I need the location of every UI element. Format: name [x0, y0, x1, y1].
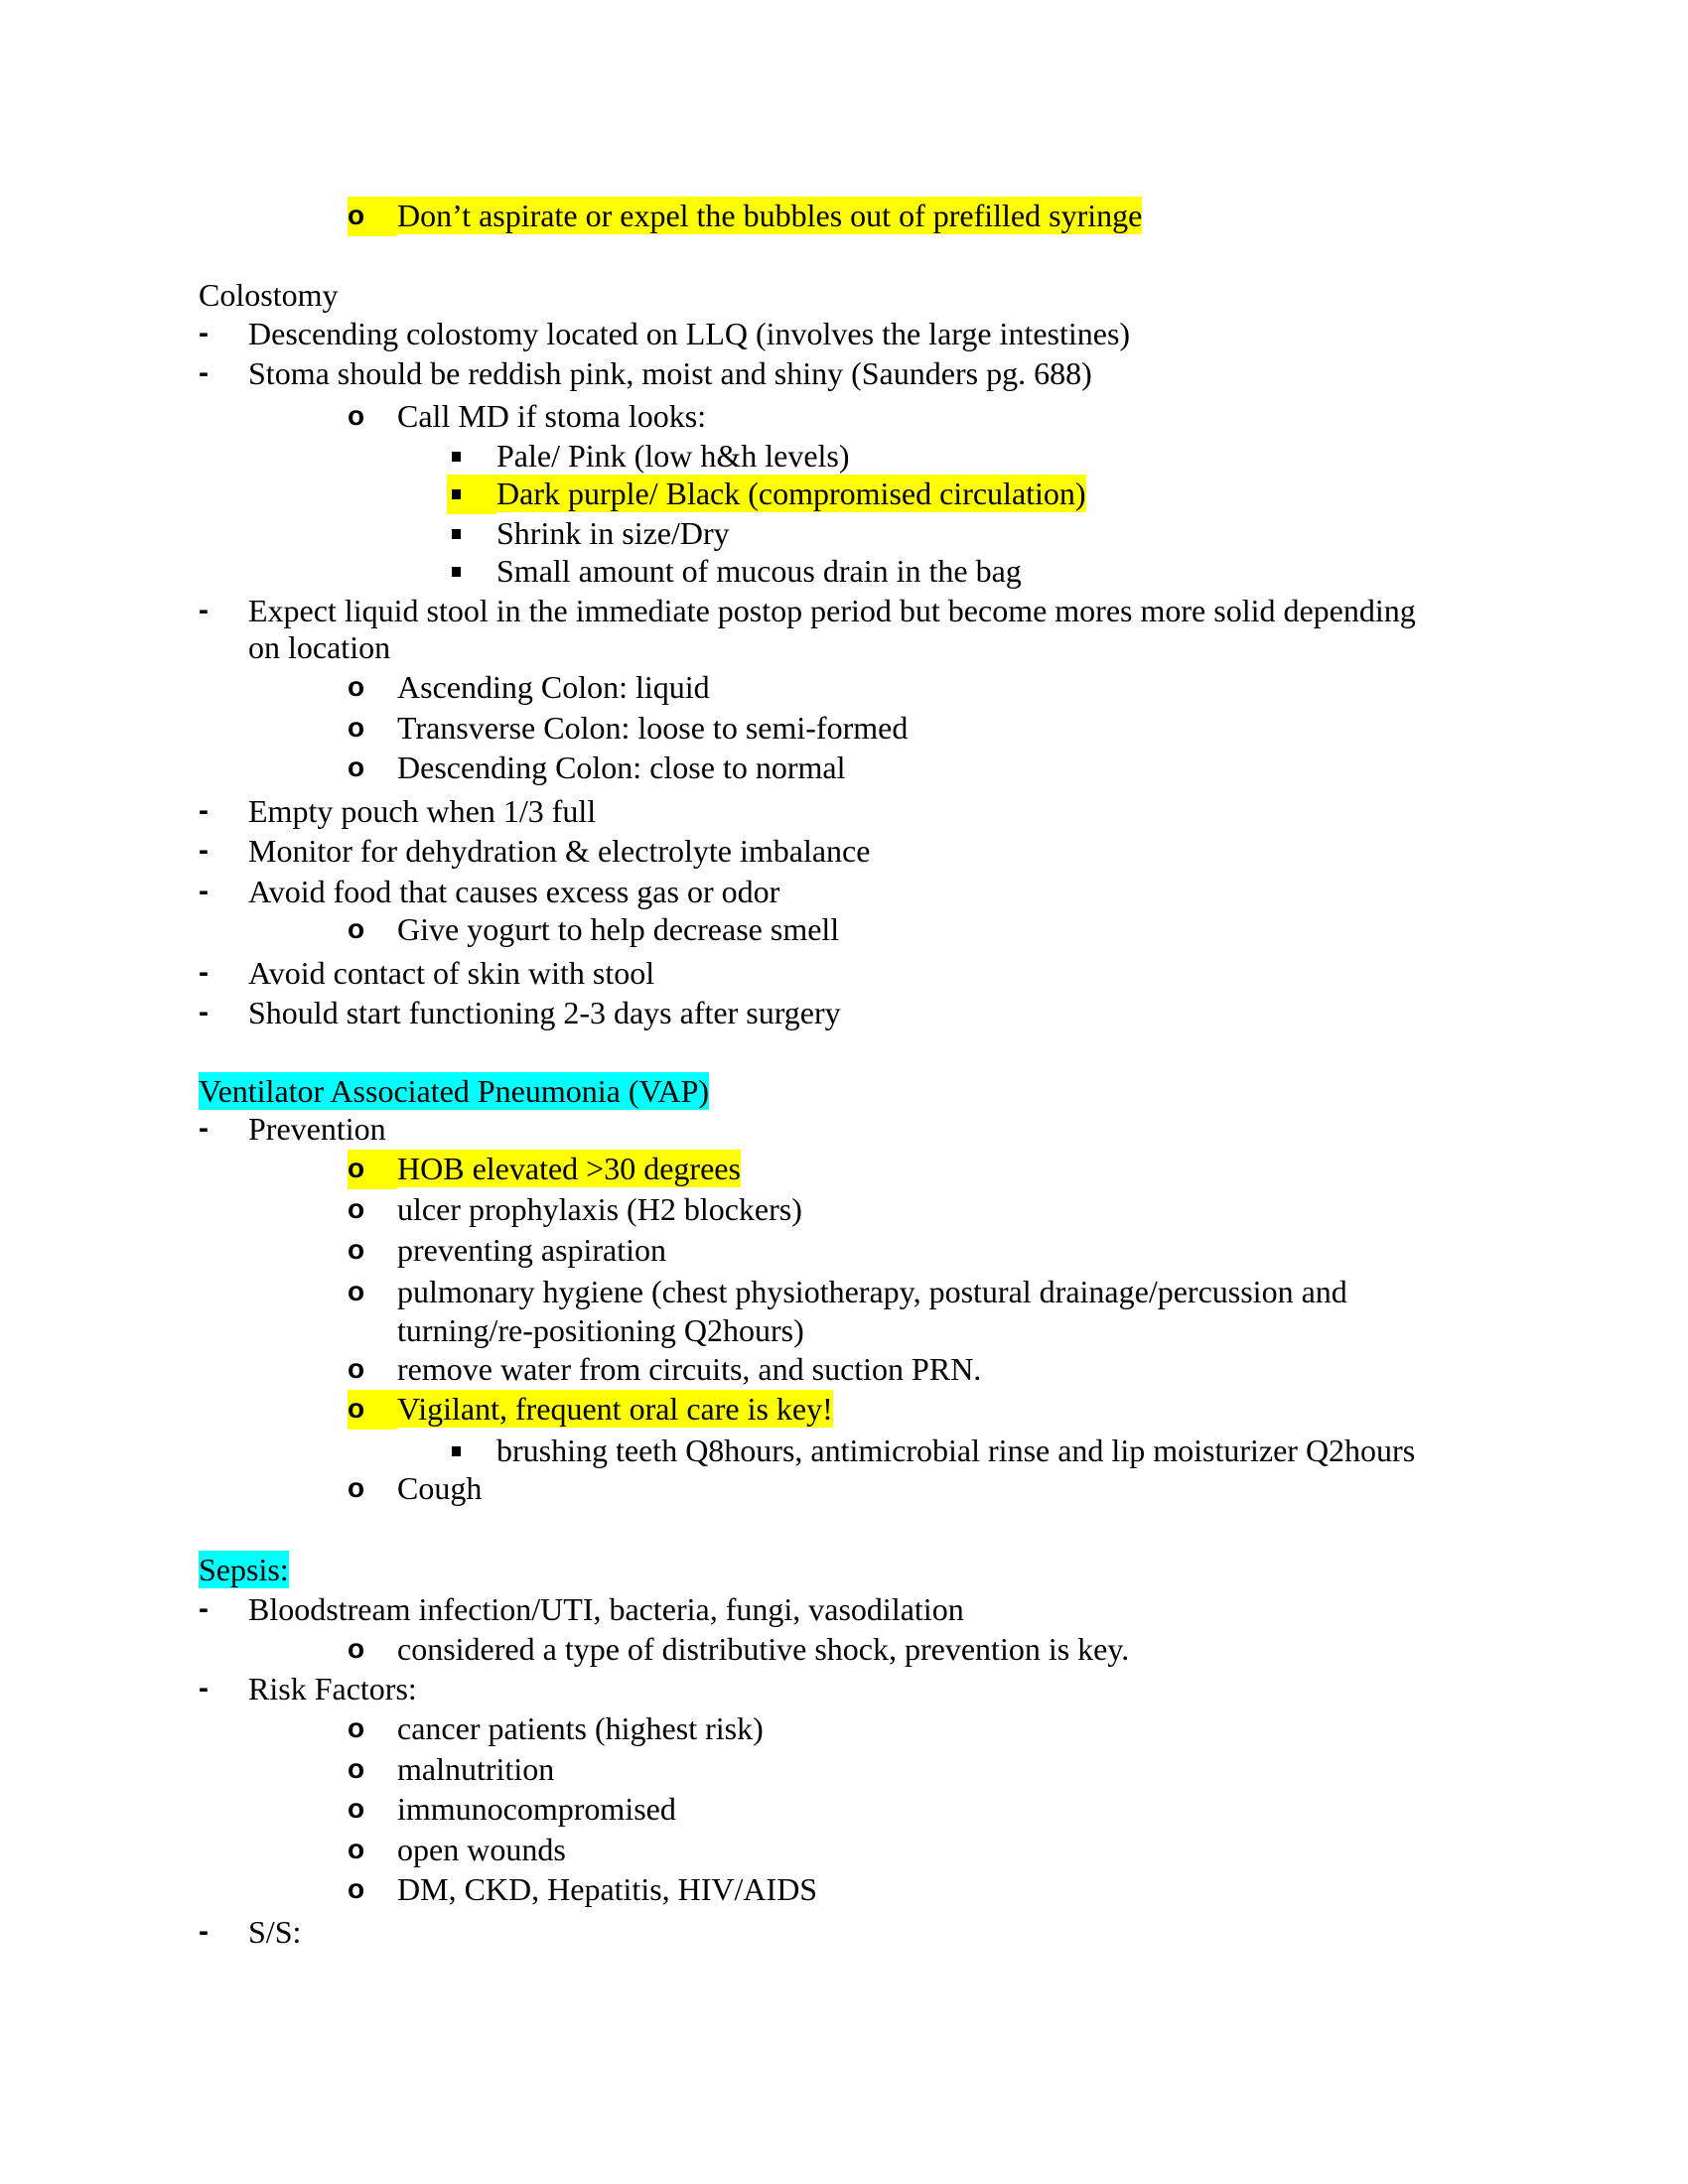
hollow-circle-bullet-icon: o — [348, 1234, 365, 1265]
list-item-text: Pale/ Pink (low h&h levels) — [496, 438, 850, 474]
dash-bullet-icon: - — [199, 356, 209, 389]
hollow-circle-bullet-icon: o — [348, 1193, 365, 1224]
dash-bullet-icon: - — [199, 834, 209, 867]
list-item-text: Dark purple/ Black (compromised circulation) — [496, 476, 1086, 511]
hollow-circle-bullet-icon: o — [348, 1390, 397, 1430]
dash-bullet-icon: - — [199, 1112, 209, 1145]
list-item-text: Transverse Colon: loose to semi-formed — [397, 710, 909, 746]
hollow-circle-bullet-icon: o — [348, 1150, 397, 1189]
list-item-text: preventing aspiration — [397, 1232, 667, 1268]
square-bullet-icon — [450, 514, 496, 552]
list-item-text: cancer patients (highest risk) — [397, 1710, 764, 1746]
list-item-text: Stoma should be reddish pink, moist and shiny (Saunders pg. 688) — [248, 355, 1092, 391]
hollow-circle-bullet-icon: o — [348, 1633, 365, 1664]
section-heading-text: Sepsis: — [199, 1552, 289, 1587]
list-item-text: Monitor for dehydration & electrolyte imbalance — [248, 833, 871, 869]
list-item-text: remove water from circuits, and suction PRN. — [397, 1351, 982, 1387]
list-item-text: Avoid food that causes excess gas or odor — [248, 874, 780, 909]
list-item-text: on location — [248, 629, 391, 665]
list-item-text: Ascending Colon: liquid — [397, 669, 710, 705]
square-bullet-icon — [450, 437, 496, 475]
list-item-text: Vigilant, frequent oral care is key! — [397, 1391, 833, 1427]
hollow-circle-bullet-icon: o — [348, 751, 365, 782]
list-item-text: S/S: — [248, 1914, 302, 1950]
list-item-text: Should start functioning 2-3 days after surgery — [248, 995, 841, 1030]
dash-bullet-icon: - — [199, 594, 209, 626]
list-item-text: Expect liquid stool in the immediate postop period but become mores more solid depending — [248, 593, 1416, 628]
dash-bullet-icon: - — [199, 996, 209, 1028]
dash-bullet-icon: - — [199, 317, 209, 349]
list-item-text: turning/re-positioning Q2hours) — [397, 1312, 804, 1348]
square-bullet-icon — [447, 475, 496, 514]
hollow-circle-bullet-icon: o — [348, 712, 365, 743]
list-item-text: Avoid contact of skin with stool — [248, 955, 655, 991]
list-item-text: considered a type of distributive shock, prevention is key. — [397, 1631, 1130, 1667]
list-item-text: Cough — [397, 1470, 483, 1506]
section-heading-text: Colostomy — [199, 277, 339, 313]
hollow-circle-bullet-icon: o — [348, 400, 365, 431]
hollow-circle-bullet-icon: o — [348, 1834, 365, 1864]
list-item-text: pulmonary hygiene (chest physiotherapy, postural drainage/percussion and — [397, 1274, 1347, 1309]
list-item-text: Call MD if stoma looks: — [397, 398, 707, 434]
list-item-text: Small amount of mucous drain in the bag — [496, 553, 1022, 589]
list-item-text: Shrink in size/Dry — [496, 515, 730, 551]
dash-bullet-icon: - — [199, 1592, 209, 1625]
section-heading-text: Ventilator Associated Pneumonia (VAP) — [199, 1073, 710, 1109]
dash-bullet-icon: - — [199, 1915, 209, 1948]
hollow-circle-bullet-icon: o — [348, 1276, 365, 1306]
dash-bullet-icon: - — [199, 794, 209, 827]
hollow-circle-bullet-icon: o — [348, 197, 397, 236]
hollow-circle-bullet-icon: o — [348, 1712, 365, 1743]
list-item-text: Empty pouch when 1/3 full — [248, 793, 597, 829]
hollow-circle-bullet-icon: o — [348, 913, 365, 944]
list-item-text: malnutrition — [397, 1751, 555, 1787]
list-item-text: Give yogurt to help decrease smell — [397, 911, 840, 947]
list-item-text: open wounds — [397, 1832, 566, 1867]
list-item-text: Prevention — [248, 1111, 386, 1147]
list-item-text: brushing teeth Q8hours, antimicrobial rinse and lip moisturizer Q2hours — [496, 1433, 1416, 1468]
hollow-circle-bullet-icon: o — [348, 1353, 365, 1384]
list-item-text: HOB elevated >30 degrees — [397, 1151, 741, 1186]
list-item-text: immunocompromised — [397, 1791, 676, 1827]
hollow-circle-bullet-icon: o — [348, 1873, 365, 1904]
hollow-circle-bullet-icon: o — [348, 1793, 365, 1824]
square-bullet-icon — [450, 552, 496, 590]
square-bullet-icon — [450, 1432, 496, 1469]
list-item-text: Descending Colon: close to normal — [397, 750, 846, 785]
list-item-text: Descending colostomy located on LLQ (involves the large intestines) — [248, 316, 1131, 351]
hollow-circle-bullet-icon: o — [348, 1753, 365, 1784]
hollow-circle-bullet-icon: o — [348, 671, 365, 702]
dash-bullet-icon: - — [199, 1672, 209, 1705]
dash-bullet-icon: - — [199, 956, 209, 989]
list-item-text: ulcer prophylaxis (H2 blockers) — [397, 1191, 802, 1227]
list-item-text: Don’t aspirate or expel the bubbles out of prefilled syringe — [397, 198, 1143, 233]
list-item-text: Risk Factors: — [248, 1671, 417, 1706]
dash-bullet-icon: - — [199, 875, 209, 907]
list-item-text: DM, CKD, Hepatitis, HIV/AIDS — [397, 1871, 818, 1907]
list-item-text: Bloodstream infection/UTI, bacteria, fungi, vasodilation — [248, 1591, 964, 1627]
hollow-circle-bullet-icon: o — [348, 1472, 365, 1503]
